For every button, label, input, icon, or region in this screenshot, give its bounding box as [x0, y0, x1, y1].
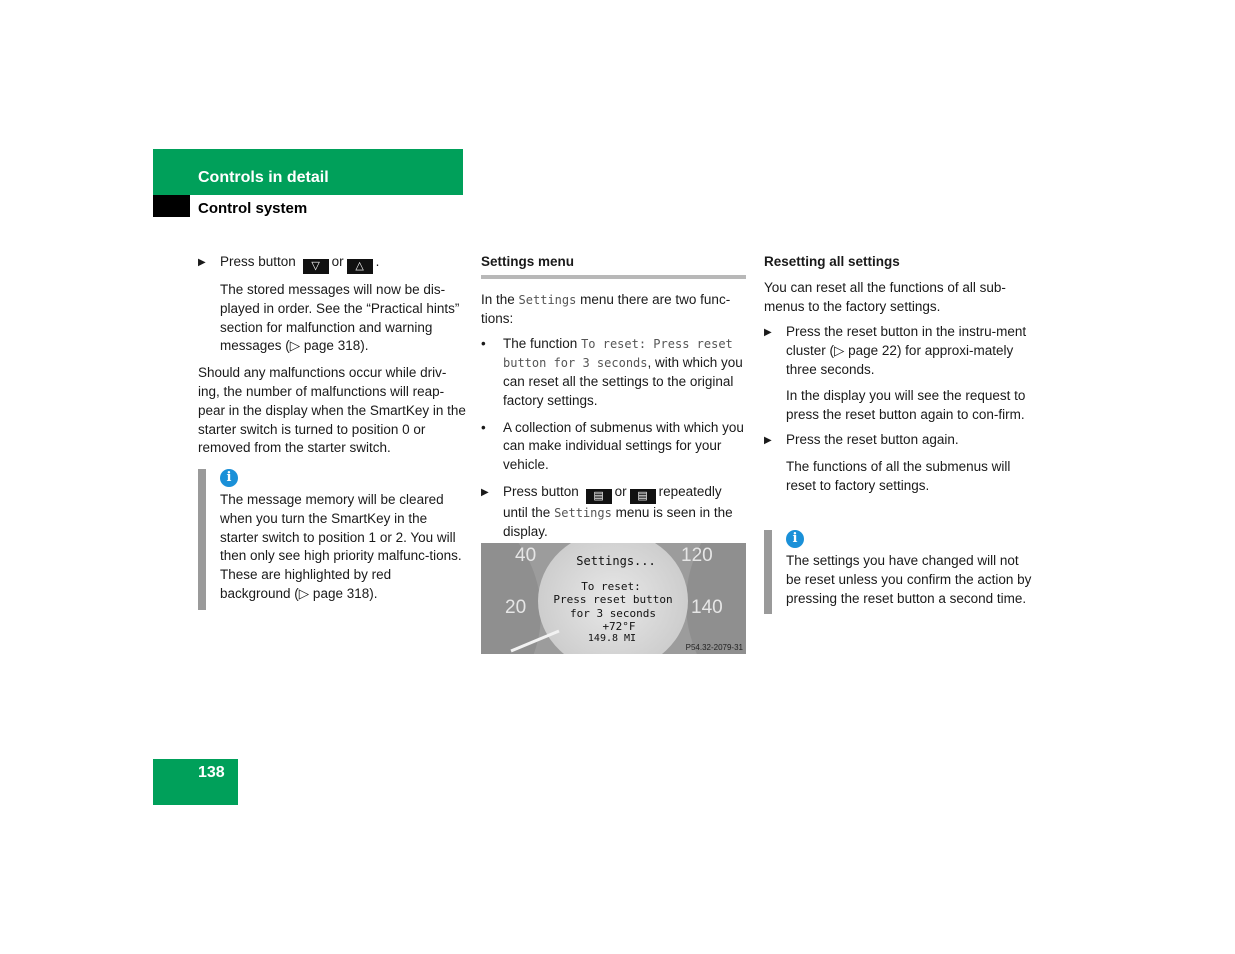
display-forward-key-icon: ▤: [586, 489, 612, 504]
display-line: +72°F: [602, 620, 636, 633]
step-triangle-icon: ▶: [764, 327, 772, 339]
info-box-right: [764, 530, 1032, 614]
display-back-key-icon: ▤: [630, 489, 656, 504]
step-triangle-icon: ▶: [481, 486, 489, 498]
image-reference: P54.32-2079-31: [685, 643, 743, 652]
info-icon: i: [220, 469, 238, 487]
step-press-reset-again: ▶ Press the reset button again.: [764, 431, 1032, 450]
section-title: Controls in detail: [198, 169, 329, 186]
step-detail: In the display you will see the request to press the reset button again to con-firm.: [786, 387, 1026, 422]
header-marker: [153, 195, 190, 217]
step-press-reset: ▶ Press the reset button in the instru-ment cluster (▷ page 22) for approxi-mately three seconds.: [764, 324, 1027, 377]
display-line: for 3 seconds: [569, 607, 657, 620]
list-item: • A collection of submenus with which you can make individual settings for your vehicle.: [481, 419, 744, 473]
subsection-title: Control system: [198, 200, 308, 217]
step-detail: The stored messages will now be dis-played in order. See the “Practical hints” section for malfunction and warning messages (▷ page 318).: [220, 282, 460, 354]
step-press-arrow-buttons: ▶ Press button ▽ or △ .: [198, 254, 380, 272]
settings-menu-heading: Settings menu: [481, 254, 575, 269]
gauge-label-140: 140: [691, 597, 723, 618]
settings-intro: In the Settings menu there are two func-tions:: [481, 291, 731, 326]
step-detail: The functions of all the submenus will reset to factory settings.: [786, 459, 1011, 493]
instrument-cluster-image: [481, 543, 746, 654]
column-left: [198, 253, 466, 458]
gauge-label-20: 20: [505, 597, 527, 618]
gauge-label-120: 120: [681, 545, 713, 566]
gauge-label-40: 40: [515, 545, 537, 566]
step-triangle-icon: ▶: [764, 435, 772, 447]
info-text: The settings you have changed will not be reset unless you confirm the action by pressing the reset button a second time.: [786, 553, 1032, 606]
display-line: 149.8 MI: [587, 633, 637, 644]
reset-heading: Resetting all settings: [764, 254, 900, 269]
instrument-cluster-svg: [481, 543, 746, 654]
display-line: Press reset button: [553, 593, 673, 606]
display-line: To reset:: [581, 580, 641, 593]
reset-intro: You can reset all the functions of all sub-menus to the factory settings.: [764, 279, 1006, 314]
step-press-display-buttons: ▶ Press button ▤ or ▤ repeatedly until the Settings menu is seen in the display.: [481, 483, 733, 539]
list-item: • The function To reset: Press reset button for 3 seconds, with which you can reset all the settings to the original factory settings.: [481, 336, 743, 408]
display-line: Settings...: [576, 554, 656, 568]
info-icon: i: [786, 530, 804, 548]
info-text: The message memory will be cleared when you turn the SmartKey in the starter switch to position 1 or 2. You will then only see high priority malfunc-tions. These are highlighted by red background (▷ page 318).: [220, 492, 462, 601]
step-triangle-icon: ▶: [198, 257, 206, 268]
arrow-up-key-icon: △: [347, 259, 373, 274]
arrow-down-key-icon: ▽: [303, 259, 329, 274]
heading-rule: [481, 275, 746, 279]
page-number: 138: [198, 764, 225, 781]
info-box-left: [198, 469, 464, 610]
page-number-box: [153, 759, 238, 805]
column-middle: [481, 253, 746, 542]
malfunction-paragraph: Should any malfunctions occur while driv-ing, the number of malfunctions will reap-pear in the display when the SmartKey in the starter switch is turned to position 0 or removed from the starter switch.: [198, 365, 466, 456]
column-right: [764, 253, 1032, 496]
